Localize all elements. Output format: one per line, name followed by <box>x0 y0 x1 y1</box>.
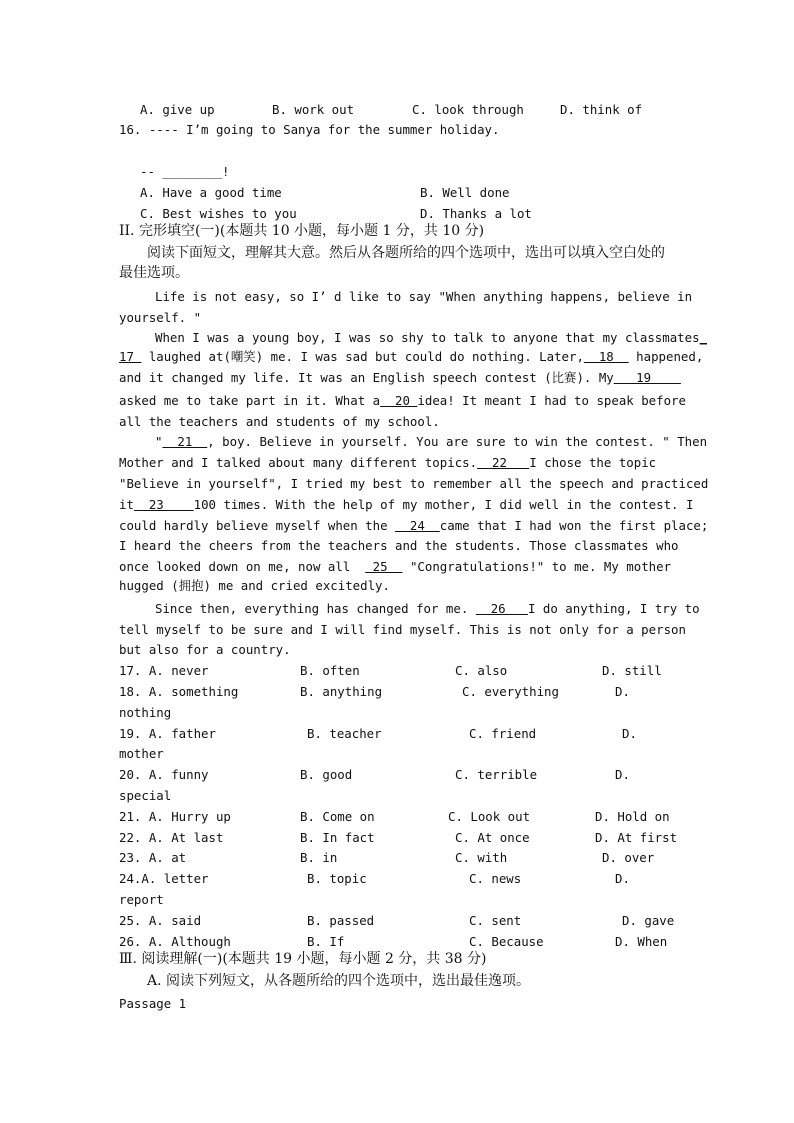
passage-line: hugged (拥抱) me and cried excitedly. <box>119 578 390 593</box>
question-25-option-b: B. passed <box>307 913 375 928</box>
blank-26: 26 <box>475 601 528 616</box>
blank-21: 21 <box>162 434 208 449</box>
question-16-reply: -- ________! <box>140 164 230 179</box>
question-25-option-c: C. sent <box>469 913 522 928</box>
blank-22: 22 <box>477 455 530 470</box>
section-instruction: 阅读下面短文，理解其大意。然后从各题所给的四个选项中，选出可以填入空白处的 <box>147 245 665 261</box>
passage-line: Since then, everything has changed for me. 26 I do anything, I try to <box>155 601 700 616</box>
question-26-option-b: B. If <box>307 934 345 949</box>
question-26-option-d: D. When <box>615 934 668 949</box>
passage-line: yourself. " <box>119 310 202 325</box>
blank-19: 19 <box>613 370 681 385</box>
question-18-option-d-wrap: nothing <box>119 705 172 720</box>
question-18-option-c: C. everything <box>462 684 559 699</box>
question-20-option-c: C. terrible <box>455 767 538 782</box>
passage-line: Life is not easy, so I’ d like to say "When anything happens, believe in <box>155 289 693 304</box>
option-a: A. give up <box>140 102 215 117</box>
question-17-option-d: D. still <box>602 663 662 678</box>
section-heading: II. 完形填空(一)(本题共 10 小题，每小题 1 分，共 10 分) <box>119 223 485 239</box>
blank-18: 18 <box>583 349 629 364</box>
question-24-option-b: B. topic <box>307 871 367 886</box>
passage-line: Mother and I talked about many different topics. 22 I chose the topic <box>119 455 657 470</box>
question-19-option-d-wrap: mother <box>119 746 164 761</box>
question-20-option-b: B. good <box>300 767 353 782</box>
option-b: B. work out <box>272 102 355 117</box>
passage-line: " 21 , boy. Believe in yourself. You are sure to win the contest. " Then <box>155 434 708 449</box>
passage-line: all the teachers and students of my school. <box>119 414 440 429</box>
passage-line: When I was a young boy, I was so shy to talk to anyone that my classmates_ <box>155 330 708 345</box>
passage-line: and it changed my life. It was an English speech contest (比赛). My 19 <box>119 370 681 385</box>
option-c: C. Best wishes to you <box>140 206 297 221</box>
question-22-option-c: C. At once <box>455 830 530 845</box>
question-18-option-a: 18. A. something <box>119 684 239 699</box>
question-20-option-d-wrap: special <box>119 788 172 803</box>
question-23-option-c: C. with <box>455 850 508 865</box>
passage-line: could hardly believe myself when the 24 came that I had won the first place; <box>119 518 709 533</box>
question-25-option-a: 25. A. said <box>119 913 202 928</box>
question-19-option-b: B. teacher <box>307 726 382 741</box>
option-a: A. Have a good time <box>140 185 282 200</box>
option-b: B. Well done <box>420 185 510 200</box>
passage-line: it 23 100 times. With the help of my mother, I did well in the contest. I <box>119 497 694 512</box>
option-c: C. look through <box>412 102 524 117</box>
question-21-option-c: C. Look out <box>448 809 531 824</box>
question-21-option-a: 21. A. Hurry up <box>119 809 231 824</box>
passage-line: "Believe in yourself", I tried my best to remember all the speech and practiced <box>119 476 709 491</box>
question-22-option-b: B. In fact <box>300 830 375 845</box>
question-22-option-d: D. At first <box>595 830 678 845</box>
section-instruction: 最佳选项。 <box>119 265 189 281</box>
question-17-option-a: 17. A. never <box>119 663 209 678</box>
question-19-option-c: C. friend <box>469 726 537 741</box>
question-26-option-a: 26. A. Although <box>119 934 231 949</box>
question-17-option-c: C. also <box>455 663 508 678</box>
passage-line: once looked down on me, now all 25 "Congratulations!" to me. My mother <box>119 559 672 574</box>
passage-label: Passage 1 <box>119 996 187 1011</box>
question-22-option-a: 22. A. At last <box>119 830 224 845</box>
question-18-option-b: B. anything <box>300 684 383 699</box>
question-18-option-d: D. <box>615 684 630 699</box>
question-24-option-d: D. <box>615 871 630 886</box>
passage-line: asked me to take part in it. What a 20 idea! It meant I had to speak before <box>119 393 686 408</box>
question-24-option-c: C. news <box>469 871 522 886</box>
question-23-option-b: B. in <box>300 850 338 865</box>
question-26-option-c: C. Because <box>469 934 544 949</box>
question-17-option-b: B. often <box>300 663 360 678</box>
blank-24: 24 <box>395 518 440 533</box>
question-21-option-b: B. Come on <box>300 809 375 824</box>
blank-20: 20 <box>380 393 418 408</box>
passage-line: I heard the cheers from the teachers and the students. Those classmates who <box>119 538 679 553</box>
section-heading: Ⅲ. 阅读理解(一)(本题共 19 小题，每小题 2 分，共 38 分) <box>119 951 487 967</box>
question-19-option-a: 19. A. father <box>119 726 216 741</box>
option-d: D. think of <box>560 102 643 117</box>
question-23-option-d: D. over <box>602 850 655 865</box>
question-25-option-d: D. gave <box>622 913 675 928</box>
question-24-option-a: 24.A. letter <box>119 871 209 886</box>
question-23-option-a: 23. A. at <box>119 850 187 865</box>
question-20-option-d: D. <box>615 767 630 782</box>
question-20-option-a: 20. A. funny <box>119 767 209 782</box>
section-instruction: A. 阅读下列短文，从各题所给的四个选项中，选出最佳逸项。 <box>147 973 531 989</box>
question-19-option-d: D. <box>622 726 637 741</box>
passage-line: tell myself to be sure and I will find myself. This is not only for a person <box>119 622 686 637</box>
question-21-option-d: D. Hold on <box>595 809 670 824</box>
option-d: D. Thanks a lot <box>420 206 532 221</box>
passage-line: but also for a country. <box>119 642 291 657</box>
question-24-option-d-wrap: report <box>119 892 164 907</box>
blank-17: 17 <box>119 349 142 364</box>
blank-25: 25 <box>365 559 403 574</box>
question-16-stem: 16. ---- I’m going to Sanya for the summer holiday. <box>119 122 500 137</box>
passage-line: 17 laughed at(嘲笑) me. I was sad but could do nothing. Later, 18 happened, <box>119 349 704 364</box>
blank-23: 23 <box>133 497 194 512</box>
